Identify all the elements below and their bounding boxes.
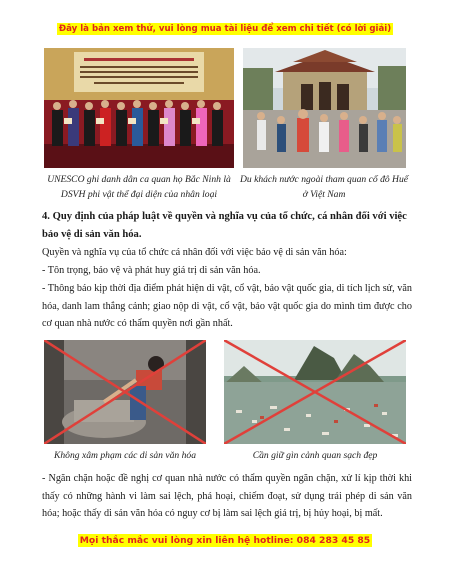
figure-caption-award: UNESCO ghi danh dân ca quan họ Bắc Ninh là DSVH phi vật thể đại diện của nhân loại [47, 174, 231, 200]
closing-paragraph: - Ngăn chặn hoặc đề nghị cơ quan nhà nước có thẩm quyền ngăn chặn, xử lí kịp thời khi thấy có những hành vi làm sai lệch, phá hoại, chiếm đoạt, sử dụng trái phép di sản văn hóa; hoặc thấy di sản văn hóa có nguy cơ bị làm sai lệch giá trị, bị hủy hoại, bị mất. [42, 473, 412, 520]
figure-caption-vandalism: Không xâm phạm các di sản văn hóa [53, 450, 197, 461]
preview-notice-banner [0, 24, 450, 34]
preview-notice-text: Đây là bản xem thử, vui lòng mua tài liệu để xem chi tiết (có lời giải) [58, 24, 392, 34]
bullet-respect: - Tôn trọng, bảo vệ và phát huy giá trị di sản văn hóa. [42, 265, 261, 276]
hotline-notice-text: Mọi thắc mắc vui lòng xin liên hệ hotline: 084 283 45 85 [79, 535, 371, 546]
figure-caption-hue: Du khách nước ngoài tham quan cố đô Huế ở Việt Nam [239, 174, 409, 200]
polluted-bay-crossed-photo [224, 340, 406, 444]
section-heading: 4. Quy định của pháp luật về quyền và nghĩa vụ của tổ chức, cá nhân đối với việc bảo vệ di sản văn hóa. [42, 211, 407, 240]
vandalism-crossed-photo [44, 340, 206, 444]
hotline-notice-banner [0, 535, 450, 546]
figure-caption-bay: Cần giữ gìn cảnh quan sạch đẹp [252, 450, 378, 461]
bullet-report-artifacts: - Thông báo kịp thời địa điểm phát hiện di vật, cổ vật, bảo vật quốc gia, di tích lịch sử, văn hóa, danh lam thắng cảnh; giao nộp di vật, cổ vật, bảo vật quốc gia do mình tìm được cho cơ quan nhà nước có thẩm quyền nơi gần nhất. [42, 283, 412, 330]
hue-citadel-tourists-photo [243, 48, 406, 168]
award-ceremony-photo [44, 48, 234, 168]
section-intro: Quyền và nghĩa vụ của tổ chức cá nhân đối với việc bảo vệ di sản văn hóa: [42, 247, 347, 258]
